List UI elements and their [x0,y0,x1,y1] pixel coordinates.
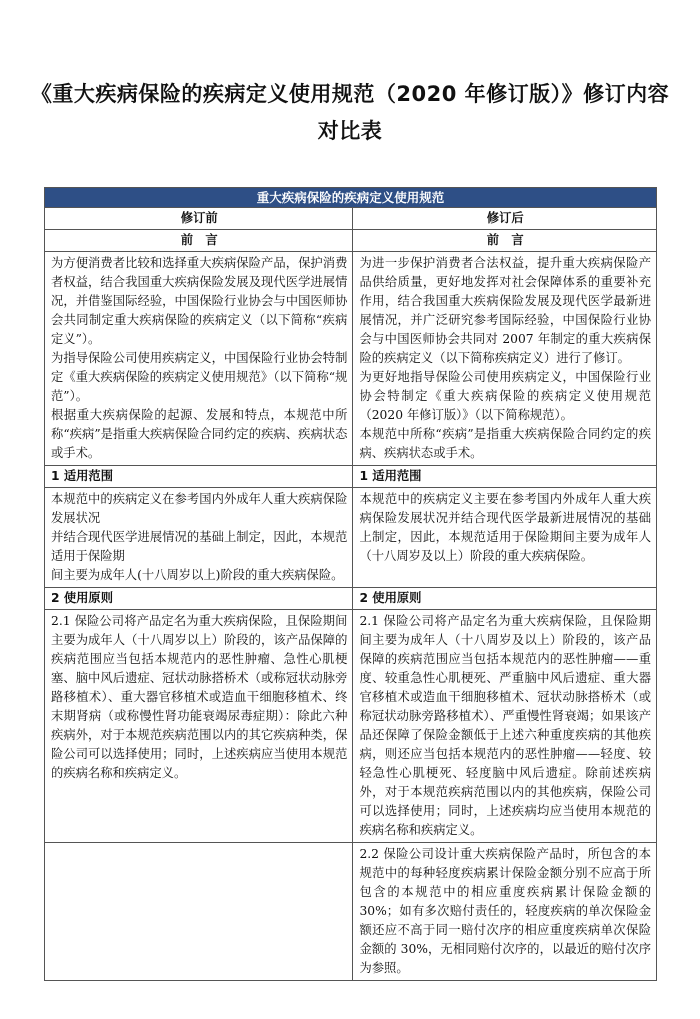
section-1-title-before: 1 适用范围 [45,466,353,488]
section-2-1-after-cell [353,610,657,843]
preface-title-row [45,230,657,252]
preface-title-after: 前 言 [353,230,657,252]
preface-before-cell [45,252,353,466]
preface-title-before: 前 言 [45,230,353,252]
preface-after-paragraph: 为进一步保护消费者合法权益，提升重大疾病保险产品供给质量，更好地发挥对社会保障体系的重要补充作用，结合我国重大疾病保险发展及现代医学最新进展情况，并广泛研究参考国际经验，中国保险行业协会与中国医师协会共同对 2007 年制定的重大疾病保险的疾病定义（以下简称疾病定义）进行了修订。 [359,256,651,365]
section-1-before-line: 并结合现代医学进展情况的基础上制定，因此，本规范适用于保险期 [51,530,348,563]
table-banner-row [45,188,657,208]
preface-before-paragraph: 根据重大疾病保险的起源、发展和特点，本规范中所称“疾病”是指重大疾病保险合同约定的疾病、疾病状态或手术。 [51,408,348,460]
section-2-1-before-cell [45,610,353,843]
preface-before-paragraph: 为指导保险公司使用疾病定义，中国保险行业协会特制定《重大疾病保险的疾病定义使用规范》（以下简称“规范”）。 [51,351,348,403]
section-1-title-row [45,466,657,488]
section-1-after-paragraph: 本规范中的疾病定义主要在参考国内外成年人重大疾病保险发展状况并结合现代医学最新进展情况的基础上制定，因此，本规范适用于保险期间主要为成年人（十八周岁及以上）阶段的重大疾病保险。 [359,492,651,563]
section-2-title-row [45,588,657,610]
title-line-1: 《重大疾病保险的疾病定义使用规范（2020 年修订版）》修订内容 [30,82,670,106]
section-2-1-after-paragraph: 2.1 保险公司将产品定名为重大疾病保险，且保险期间主要为成年人（十八周岁及以上）阶段的，该产品保障的疾病范围应当包括本规范内的恶性肿瘤——重度、较重急性心肌梗死、严重脑中风后遗症、重大器官移植术或造血干细胞移植术、冠状动脉搭桥术（或称冠状动脉旁路移植术）、严重慢性肾衰竭；如果该产品还保障了保险金额低于上述六种重度疾病的其他疾病，则还应当包括本规范内的恶性肿瘤——轻度、较轻急性心肌梗死、轻度脑中风后遗症。除前述疾病外，对于本规范疾病范围以内的其他疾病，保险公司可以选择使用；同时，上述疾病均应当使用本规范的疾病名称和疾病定义。 [359,614,651,837]
title-line-2: 对比表 [317,119,383,143]
section-1-title-after: 1 适用范围 [353,466,657,488]
section-2-1-row [45,610,657,843]
table-header-row [45,208,657,230]
section-2-2-before-cell [45,843,353,981]
preface-after-cell [353,252,657,466]
section-2-1-before-paragraph: 2.1 保险公司将产品定名为重大疾病保险，且保险期间主要为成年人（十八周岁以上）阶段的，该产品保障的疾病范围应当包括本规范内的恶性肿瘤、急性心肌梗塞、脑中风后遗症、冠状动脉搭桥术（或称冠状动脉旁路移植术）、重大器官移植术或造血干细胞移植术、终末期肾病（或称慢性肾功能衰竭尿毒症期）：除此六种疾病外，对于本规范疾病范围以内的其它疾病种类，保险公司可以选择使用；同时，上述疾病应当使用本规范的疾病名称和疾病定义。 [51,614,348,780]
preface-before-paragraph: 为方便消费者比较和选择重大疾病保险产品，保护消费者权益，结合我国重大疾病保险发展及现代医学进展情况，并借鉴国际经验，中国保险行业协会与中国医师协会共同制定重大疾病保险的疾病定义（以下简称“疾病定义”）。 [51,256,348,346]
column-header-after: 修订后 [353,208,657,230]
section-1-before-line: 间主要为成年人(十八周岁以上)阶段的重大疾病保险。 [51,568,344,582]
comparison-table [44,187,657,981]
section-1-before-cell [45,488,353,588]
table-banner: 重大疾病保险的疾病定义使用规范 [45,188,657,208]
section-2-2-row [45,843,657,981]
section-2-2-after-paragraph: 2.2 保险公司设计重大疾病保险产品时，所包含的本规范中的每种轻度疾病累计保险金额分别不应高于所包含的本规范中的相应重度疾病累计保险金额的 30%；如有多次赔付责任的，轻度疾病的单次保险金额还应不高于同一赔付次序的相应重度疾病单次保险金额的 30%，无相同赔付次序的，以最近的赔付次序为参照。 [359,847,651,975]
preface-after-paragraph: 本规范中所称“疾病”是指重大疾病保险合同约定的疾病、疾病状态或手术。 [359,427,651,460]
section-2-2-after-cell [353,843,657,981]
section-2-title-before: 2 使用原则 [45,588,353,610]
column-header-before: 修订前 [45,208,353,230]
section-1-before-line: 本规范中的疾病定义在参考国内外成年人重大疾病保险发展状况 [51,492,348,525]
document-title [20,76,680,150]
preface-after-paragraph: 为更好地指导保险公司使用疾病定义，中国保险行业协会特制定《重大疾病保险的疾病定义使用规范（2020 年修订版）》（以下简称规范）。 [359,370,651,422]
section-2-title-after: 2 使用原则 [353,588,657,610]
section-1-content-row [45,488,657,588]
section-1-after-cell [353,488,657,588]
preface-content-row [45,252,657,466]
